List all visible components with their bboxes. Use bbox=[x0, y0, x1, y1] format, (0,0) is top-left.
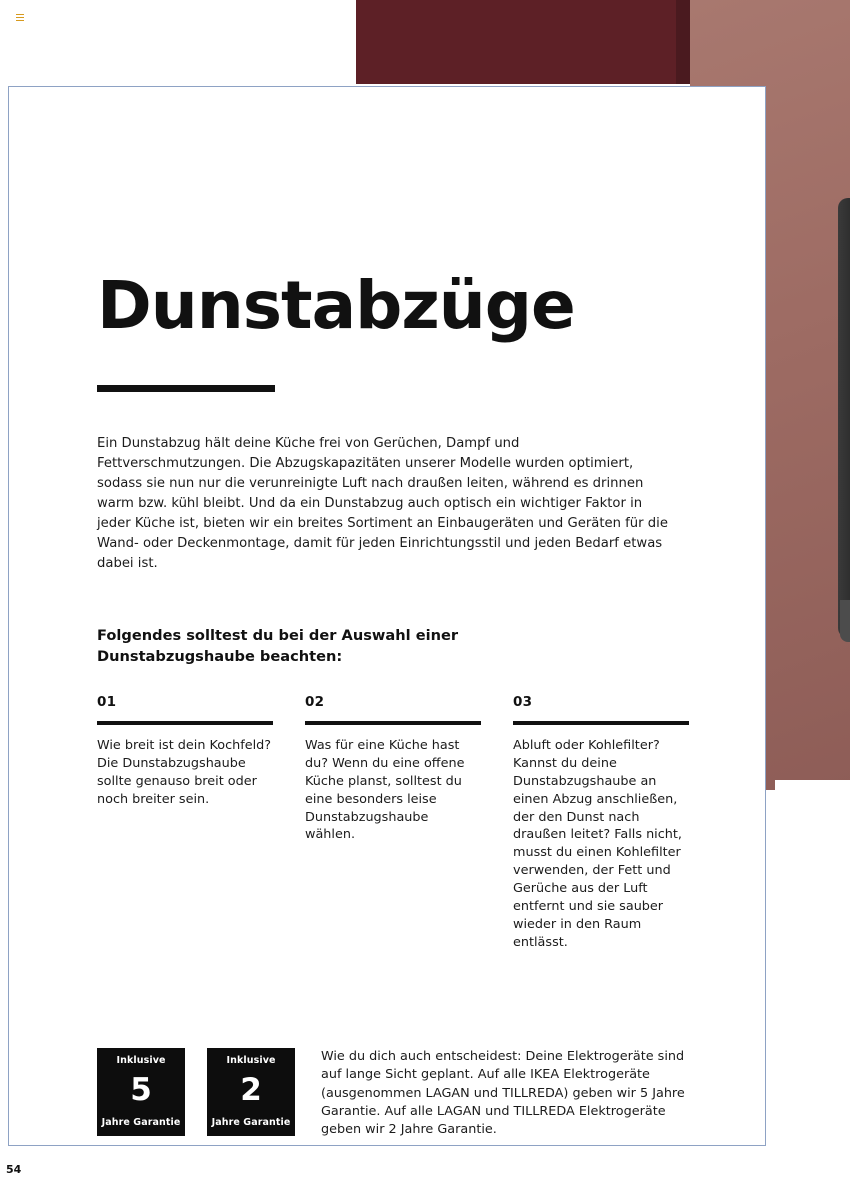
advice-rule bbox=[305, 721, 481, 725]
photo-extractor-hood bbox=[838, 198, 850, 638]
guarantee-badge-bottom-label: Jahre Garantie bbox=[211, 1116, 291, 1128]
advice-number: 01 bbox=[97, 693, 117, 710]
page-title: Dunstabzüge bbox=[97, 267, 575, 344]
title-underline-rule bbox=[97, 385, 275, 392]
guarantee-section bbox=[97, 1048, 697, 1140]
photo-white-wall-left bbox=[0, 0, 356, 84]
advice-column bbox=[97, 694, 273, 952]
page-number: 54 bbox=[6, 1163, 22, 1176]
advice-column bbox=[513, 694, 689, 952]
advice-columns bbox=[97, 694, 697, 952]
advice-text: Was für eine Küche hast du? Wenn du eine offene Küche planst, solltest du eine besonders leise Dunstabzugshaube wählen. bbox=[305, 737, 465, 843]
advice-text: Abluft oder Kohlefilter? Kannst du deine Dunstabzugshaube an einen Abzug anschließen, der den Dunst nach draußen leitet? Falls nicht, musst du einen Kohlefilter verwenden, der Fett und Gerüche aus der Luft entfernt und sie sauber wieder in den Raum entlässt. bbox=[513, 737, 682, 950]
advice-rule bbox=[97, 721, 273, 725]
guarantee-text: Wie du dich auch entscheidest: Deine Elektrogeräte sind auf lange Sicht geplant. Auf alle IKEA Elektrogeräte (ausgenommen LAGAN und TILLREDA) geben wir 5 Jahre Garantie. Auf alle LAGAN und TILLREDA Elektrogeräte geben wir 2 Jahre Garantie. bbox=[321, 1048, 685, 1138]
guarantee-badge-bottom-label: Jahre Garantie bbox=[101, 1116, 181, 1128]
photo-dark-red-cabinet-edge bbox=[676, 0, 690, 84]
guarantee-badge-years: 5 bbox=[130, 1071, 152, 1108]
menu-marker-line bbox=[16, 15, 24, 17]
photo-white-wall-lower-right bbox=[775, 780, 850, 1160]
menu-marker-icon bbox=[16, 14, 24, 21]
advice-heading: Folgendes solltest du bei der Auswahl einer Dunstabzugshaube beachten: bbox=[97, 627, 459, 666]
guarantee-badge-5-years bbox=[97, 1048, 185, 1136]
intro-paragraph: Ein Dunstabzug hält deine Küche frei von Gerüchen, Dampf und Fettverschmutzungen. Die Abzugskapazitäten unserer Modelle wurden optimiert, sodass sie nun nur die verunreinigte Luft nach draußen leiten, während es drinnen warm bzw. kühl bleibt. Und da ein Dunstabzug auch optisch ein wichtiger Faktor in jeder Küche ist, bieten wir ein breites Sortiment an Einbaugeräten und Geräten für die Wand- oder Deckenmontage, damit für jeden Einrichtungsstil und jeden Bedarf etwas dabei ist. bbox=[97, 436, 668, 572]
advice-rule bbox=[513, 721, 689, 725]
advice-number: 03 bbox=[513, 693, 533, 710]
guarantee-badge-2-years bbox=[207, 1048, 295, 1136]
advice-number: 02 bbox=[305, 693, 325, 710]
guarantee-badge-top-label: Inklusive bbox=[116, 1054, 166, 1066]
photo-extractor-hood-light bbox=[840, 600, 850, 642]
menu-marker-line bbox=[16, 18, 24, 20]
guarantee-badge-years: 2 bbox=[240, 1071, 262, 1108]
page-inner-content bbox=[97, 87, 697, 1140]
photo-dark-red-cabinet bbox=[356, 0, 676, 84]
guarantee-badge-top-label: Inklusive bbox=[226, 1054, 276, 1066]
content-page bbox=[8, 86, 766, 1146]
advice-column bbox=[305, 694, 481, 952]
advice-text: Wie breit ist dein Kochfeld? Die Dunstabzugshaube sollte genauso breit oder noch breiter sein. bbox=[97, 737, 272, 807]
